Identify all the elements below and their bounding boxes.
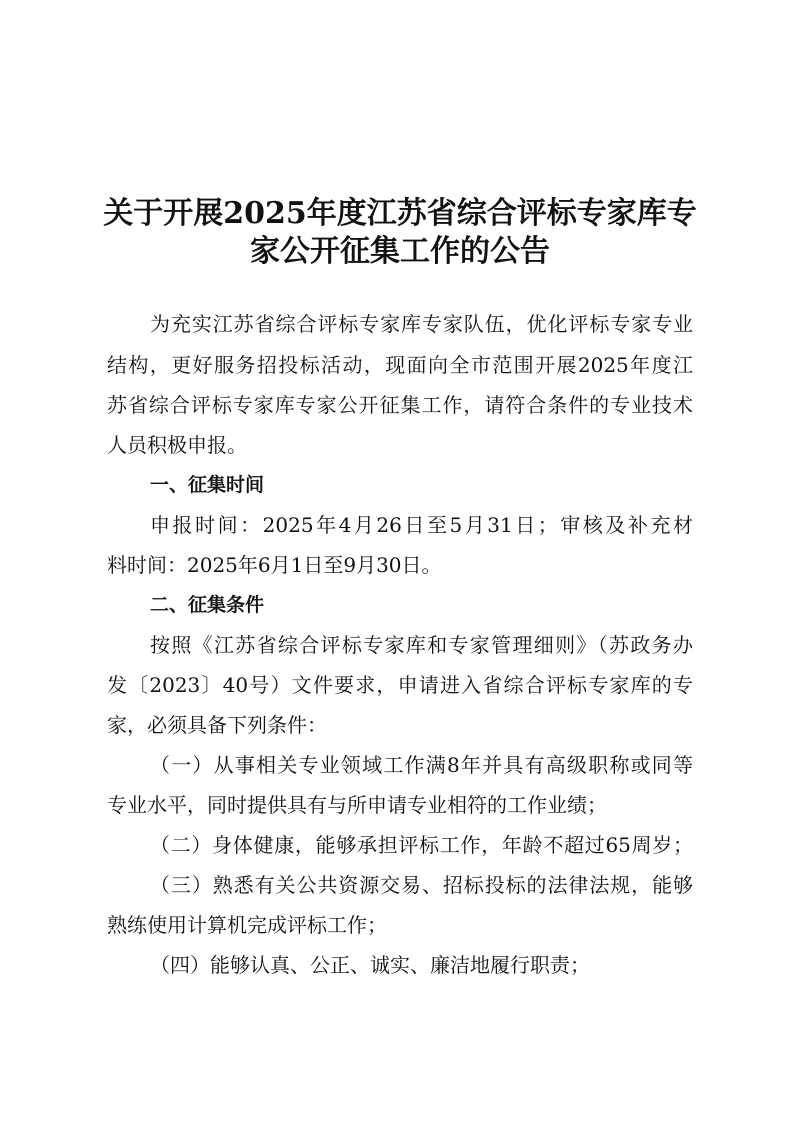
title-line-2: 家公开征集工作的公告 [250, 234, 550, 269]
condition-3-line-2: 熟练使用计算机完成评标工作； [107, 913, 387, 937]
section-2-line-2: 发〔2023〕40号）文件要求，申请进入省综合评标专家库的专 [107, 673, 693, 697]
section-1-heading: 一、征集时间 [150, 474, 265, 496]
intro-line-1: 为充实江苏省综合评标专家库专家队伍，优化评标专家专业 [150, 312, 693, 336]
intro-line-3: 苏省综合评标专家库专家公开征集工作，请符合条件的专业技术 [107, 393, 693, 417]
condition-3-line-1: （三）熟悉有关公共资源交易、招标投标的法律法规，能够 [150, 873, 693, 897]
condition-4: （四）能够认真、公正、诚实、廉洁地履行职责； [150, 953, 590, 977]
condition-1-line-1: （一）从事相关专业领域工作满8年并具有高级职称或同等 [150, 753, 693, 777]
intro-line-2: 结构，更好服务招投标活动，现面向全市范围开展2025年度江 [107, 353, 693, 377]
condition-2: （二）身体健康，能够承担评标工作，年龄不超过65周岁； [150, 833, 693, 857]
title-line-1: 关于开展2025年度江苏省综合评标专家库专 [103, 196, 697, 231]
section-1-line-1: 申报时间：2025年4月26日至5月31日；审核及补充材 [150, 513, 693, 537]
section-1-line-2: 料时间：2025年6月1日至9月30日。 [107, 553, 442, 577]
section-2-line-3: 家，必须具备下列条件： [107, 713, 327, 737]
section-2-line-1: 按照《江苏省综合评标专家库和专家管理细则》（苏政务办 [150, 633, 693, 657]
section-2-heading: 二、征集条件 [150, 594, 265, 616]
intro-line-4: 人员积极申报。 [107, 433, 247, 457]
condition-1-line-2: 专业水平，同时提供具有与所申请专业相符的工作业绩； [107, 793, 607, 817]
